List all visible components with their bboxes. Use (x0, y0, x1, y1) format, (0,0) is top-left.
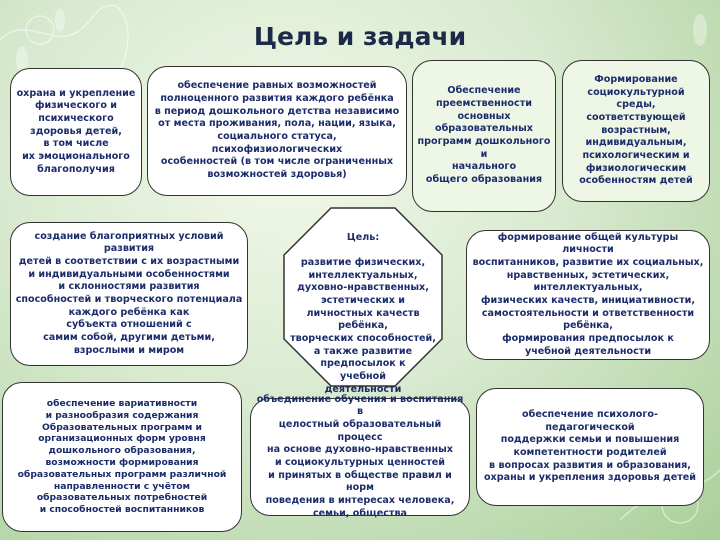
goal-octagon (283, 207, 443, 395)
task-program-continuity: Обеспечение преемственности основных образовательных программ дошкольного и начального общего образования (412, 60, 556, 212)
page-title: Цель и задачи (253, 22, 467, 51)
task-health-protection: охрана и укрепление физического и психического здоровья детей, в том числе их эмоционального благополучия (10, 68, 142, 196)
goal-label: Цель: (346, 231, 380, 243)
task-sociocultural-environment: Формирование социокультурной среды, соответствующей возрастным, индивидуальным, психологическим и физиологическим особенностям детей (562, 60, 710, 202)
task-family-support: обеспечение психолого-педагогической поддержки семьи и повышения компетентности родителей в вопросах развития и образования, охраны и укрепления здоровья детей (476, 388, 704, 506)
task-variability: обеспечение вариативности и разнообразия содержания Образовательных программ и организационных форм уровня дошкольного образования, возможности формирования образовательных программ различной направленности с учётом образовательных потребностей и способностей воспитанников (2, 382, 242, 532)
task-general-culture: формирование общей культуры личности воспитанников, развитие их социальных, нравственных, эстетических, интеллектуальных, физических качеств, инициативности, самостоятельности и ответственности ребёнка, формирования предпосылок к учебной деятельности (466, 230, 710, 360)
task-equal-opportunities: обеспечение равных возможностей полноценного развития каждого ребёнка в период дошкольного детства независимо от места проживания, пола, нации, языка, социального статуса, психофизиологических особенностей (в том числе ограниченных возможностей здоровья) (147, 66, 407, 196)
goal-text: развитие физических, интеллектуальных, духовно-нравственных, эстетических и личностных качеств ребёнка, творческих способностей, а также развитие предпосылок к учебной деятельности (290, 256, 436, 395)
task-favorable-conditions: создание благоприятных условий развития детей в соответствии с их возрастными и индивидуальными особенностями и склонностями развития способностей и творческого потенциала каждого ребёнка как субъекта отношений с самим собой, другими детьми, взрослыми и миром (10, 222, 248, 366)
task-education-unity: объединение обучения и воспитания в целостный образовательный процесс на основе духовно-нравственных и социокультурных ценностей и принятых в обществе правил и норм поведения в интересах человека, семьи, общества (250, 398, 470, 516)
